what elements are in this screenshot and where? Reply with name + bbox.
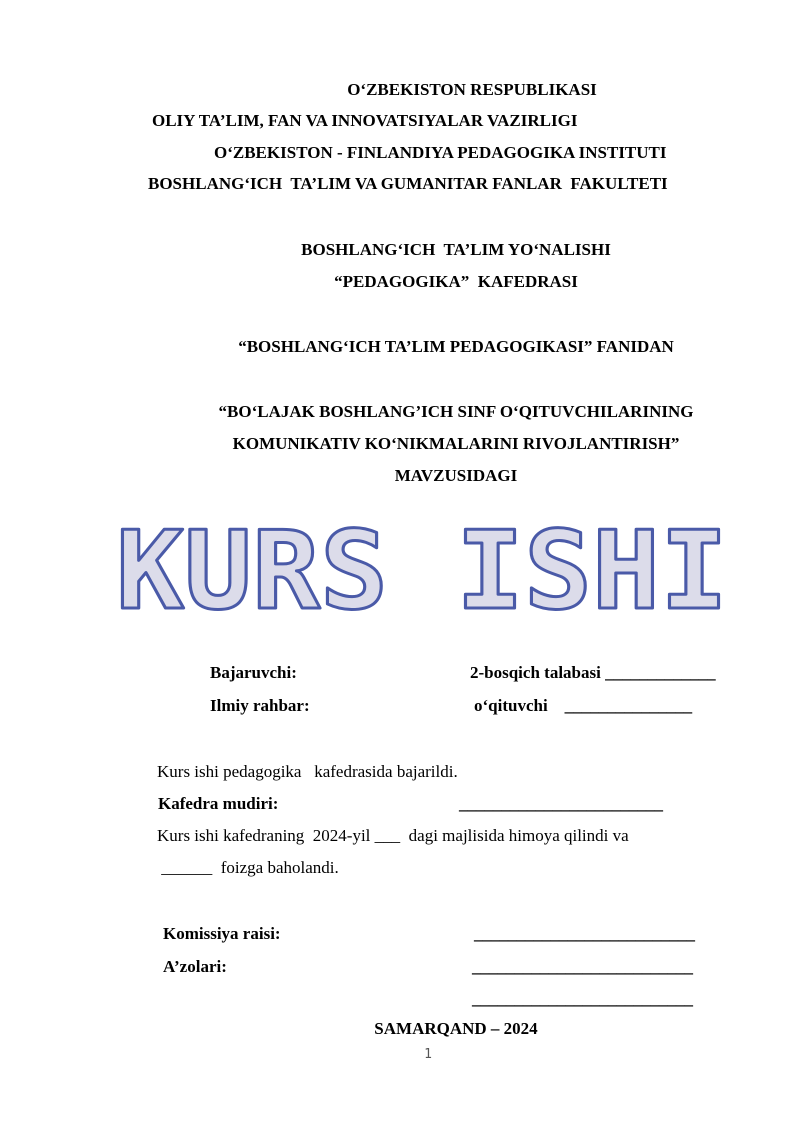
kurs-ishi-title <box>112 526 732 626</box>
commission-chair-signature-line: __________________________ <box>474 924 695 943</box>
header-direction: BOSHLANG‘ICH TA’LIM YO‘NALISHI <box>301 240 611 259</box>
header-faculty: BOSHLANG‘ICH TA’LIM VA GUMANITAR FANLAR FAKULTETI <box>148 174 668 193</box>
commission-members-label: A’zolari: <box>163 957 227 976</box>
advisor-value: o‘qituvchi _______________ <box>474 696 693 715</box>
city-year: SAMARQAND – 2024 <box>374 1019 538 1038</box>
page-number: 1 <box>424 1047 432 1062</box>
commission-member-signature-line-1: __________________________ <box>472 957 693 976</box>
executor-label: Bajaruvchi: <box>210 663 297 682</box>
head-of-department-label: Kafedra mudiri: <box>158 794 279 813</box>
topic-line-2: KOMUNIKATIV KO‘NIKMALARINI RIVOJLANTIRISH” <box>232 434 680 453</box>
completion-statement: Kurs ishi pedagogika kafedrasida bajarildi. <box>157 762 458 781</box>
head-of-department-signature-line: ________________________ <box>459 794 663 813</box>
header-ministry: OLIY TA’LIM, FAN VA INNOVATSIYALAR VAZIRLIGI <box>152 111 578 130</box>
grade-statement: ______ foizga baholandi. <box>157 858 339 877</box>
defense-statement: Kurs ishi kafedraning 2024-yil ___ dagi majlisida himoya qilindi va <box>157 826 629 845</box>
commission-member-signature-line-2: __________________________ <box>472 989 693 1008</box>
header-institute: O‘ZBEKISTON - FINLANDIYA PEDAGOGIKA INSTITUTI <box>214 143 667 162</box>
kurs-ishi-title-text: KURS ISHI <box>116 526 728 626</box>
executor-value: 2-bosqich talabasi _____________ <box>470 663 716 682</box>
advisor-label: Ilmiy rahbar: <box>210 696 310 715</box>
topic-line-1: “BO‘LAJAK BOSHLANG’ICH SINF O‘QITUVCHILARINING <box>218 402 694 421</box>
header-department: “PEDAGOGIKA” KAFEDRASI <box>334 272 578 291</box>
topic-line-3: MAVZUSIDAGI <box>394 466 518 485</box>
commission-chair-label: Komissiya raisi: <box>163 924 281 943</box>
subject-line: “BOSHLANG‘ICH TA’LIM PEDAGOGIKASI” FANIDAN <box>238 337 674 356</box>
header-country: O‘ZBEKISTON RESPUBLIKASI <box>347 80 597 99</box>
